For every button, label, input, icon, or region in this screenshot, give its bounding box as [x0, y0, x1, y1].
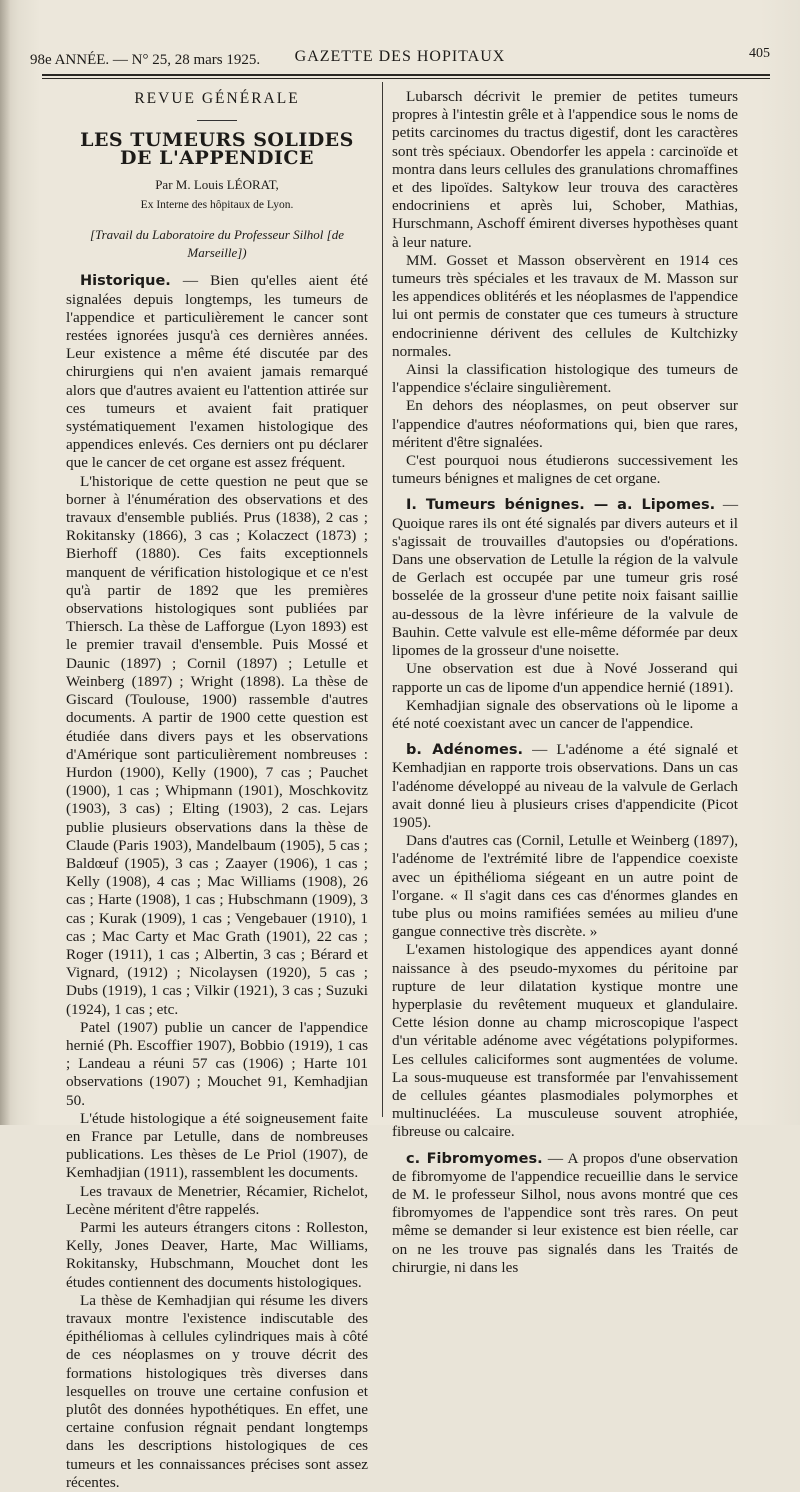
- page-binding-shadow: [0, 0, 10, 1125]
- column-divider: [382, 82, 383, 1117]
- subheading-historique: Historique.: [80, 273, 171, 290]
- article-author: Par M. Louis LÉORAT,: [155, 176, 279, 192]
- subheading-fibromyomes: c. Fibromyomes.: [406, 1150, 543, 1167]
- author-role: Ex Interne des hôpitaux de Lyon.: [140, 198, 294, 211]
- header-rule-thick: [42, 74, 770, 76]
- section-rule: [197, 120, 237, 121]
- paragraph: Parmi les auteurs étrangers citons : Rolleston, Kelly, Jones Deaver, Harte, Mac Williams, Rokitansky, Hubschmann, Mouchet dont les études contiennent des documents histologiques.: [66, 1218, 368, 1291]
- paragraph-historique: [66, 272, 368, 472]
- paragraph: Kemhadjian signale des observations où le lipome a été noté coexistant avec un cancer de l'appendice.: [392, 696, 738, 732]
- subheading-lipomes: I. Tumeurs bénignes. — a. Lipomes.: [406, 497, 716, 514]
- paragraph: Dans d'autres cas (Cornil, Letulle et Weinberg (1897), l'adénome de l'extrémité libre de l'appendice coexiste avec un épithélioma siégeant en un autre point de l'organe. « Il s'agit dans ces cas d'énormes glandes en tube plus ou moins ramifiées semées au milieu d'une gangue connective très discrète. »: [392, 832, 738, 941]
- section-heading: REVUE GÉNÉRALE: [134, 90, 300, 107]
- page-number: 405: [749, 46, 770, 61]
- header-rule-thin: [42, 78, 770, 79]
- paragraph: C'est pourquoi nous étudierons successivement les tumeurs bénignes et malignes de cet organe.: [392, 452, 738, 488]
- right-column: [392, 88, 738, 1277]
- paragraph: Patel (1907) publie un cancer de l'appendice hernié (Ph. Escoffier 1907), Bobbio (1919), 1 cas ; Landeau a réuni 57 cas (1906) ; Harte 101 observations (1907) ; Mouchet 91, Kemhadjian 50.: [66, 1018, 368, 1109]
- paragraph: La thèse de Kemhadjian qui résume les divers travaux montre l'existence indiscutable des épithéliomas à cellules cylindriques mais à côté de ces néoplasmes on y trouve décrit des formations histologiques très diverses dans lesquelles on trouve une certaine confusion et plutôt des données hypothétiques. En effet, une certaine confusion régnait pendant longtemps dans les descriptions histologiques de ces tumeurs et les connaissances précises sont assez récentes.: [66, 1291, 368, 1491]
- paragraph: Les travaux de Menetrier, Récamier, Richelot, Lecène méritent d'être rappelés.: [66, 1182, 368, 1218]
- paragraph: L'historique de cette question ne peut que se borner à l'énumération des observations et des travaux d'ensemble publiés. Prus (1838), 2 cas ; Rokitansky (1866), 3 cas ; Kolaczect (1873) ; Bierhoff (1880). Ces faits exceptionnels manquent de vérification histologique et ce n'est qu'à partir de 1892 que les premières observations histologiques sont publiées par Thiersch. La thèse de Lafforgue (Lyon 1893) est le premier travail d'ensemble. Puis Mossé et Daunic (1897) ; Cornil (1897) ; Letulle et Weinberg (1897) ; Wright (1898). La thèse de Giscard (Toulouse, 1900) rassemble d'autres documents. A partir de 1900 cette question est étudiée dans divers pays et les observations d'Amérique sont particulièrement nombreuses : Hurdon (1900), Kelly (1900), 7 cas ; Pauchet (1900), 1 cas ; Whipmann (1901), Moschkovitz (1903), 3 cas) ; Elting (1903), 2 cas. Lejars publie plusieurs observations dans la thèse de Claude (Paris 1903), Mandelbaum (1905), 5 cas ; Baldœuf (1905), 3 cas ; Zaayer (1906), 1 cas ; Kelly (1908), 4 cas ; Mac Williams (1908), 26 cas ; Harte (1908), 1 cas ; Hubschmann (1909), 3 cas ; Kurak (1909), 1 cas ; Vengebauer (1910), 1 cas ; Mac Carty et Mac Grath (1901), 22 cas ; Roger (1911), 1 cas ; Albertin, 3 cas ; Bérard et Vignard, (1912) ; Nicolaysen (1920), 5 cas ; Dubs (1919), 1 cas ; Vilkir (1921), 3 cas ; Suzuki (1924), 1 cas ; etc.: [66, 472, 368, 1018]
- paragraph: L'étude histologique a été soigneusement faite en France par Letulle, dans de nombreuses publications. Les thèses de Le Priol (1907), de Kemhadjian (1911), rassemblent les documents.: [66, 1109, 368, 1182]
- journal-name: GAZETTE DES HOPITAUX: [294, 48, 506, 65]
- running-header: [30, 46, 770, 70]
- subheading-adenomes: b. Adénomes.: [406, 742, 524, 759]
- paragraph-text: — Bien qu'elles aient été signalées depuis longtemps, les tumeurs de l'appendice et particulièrement le cancer sont restées ignorées jusqu'à ces dernières années. Leur existence a même été discutée par des chirurgiens qui n'en avaient jamais remarqué alors que d'autres avaient eu l'attention attirée sur ces tumeurs et avaient fait pratiquer systématiquement l'examen histologique des appendices enlevés. Ces derniers ont pu déclarer que le cancer de cet organe est assez fréquent.: [66, 272, 368, 472]
- paragraph-text: — A propos d'une observation de fibromyome de l'appendice recueillie dans le service de M. le professeur Silhol, nous avons montré que ces fibromyomes de l'appendice sont très rares. On peut même se demander si leur existence est bien réelle, car on ne les trouve pas signalés dans les Traités de chirurgie, ni dans les: [392, 1149, 739, 1276]
- paragraph-adenomes: [392, 741, 738, 832]
- lab-credit: [Travail du Laboratoire du Professeur Silhol [de Marseille]): [90, 227, 344, 261]
- paragraph-text: — L'adénome a été signalé et Kemhadjian en rapporte trois observations. Dans un cas l'adénome développé au niveau de la valvule de Gerlach avait donné lieu à plusieurs crises d'appendicite (Picot 1905).: [392, 741, 738, 831]
- paragraph: Une observation est due à Nové Josserand qui rapporte un cas de lipome d'un appendice hernié (1891).: [392, 660, 738, 696]
- paragraph-lipomes: [392, 496, 738, 660]
- left-column: [66, 88, 368, 1492]
- paragraph: MM. Gosset et Masson observèrent en 1914 ces tumeurs très spéciales et les travaux de M. Masson sur les appendices oblitérés et les néoplasmes de l'appendice lui ont permis de constater que ces tumeurs à structure endocrinienne dérivent des cellules de Kultchizky normales.: [392, 251, 738, 360]
- paragraph-text: — Quoique rares ils ont été signalés par divers auteurs et il s'agissait de trouvailles d'autopsies ou d'opérations. Dans une observation de Letulle la région de la valvule de Gerlach est occupée par une tumeur gris rosé bosselée de la grosseur d'une petite noix faisant saillie au-dessous de la lèvre inférieure de la valvule de Bauhin. Cette valvule est elle-même déformée par deux lipomes de la grosseur d'une noisette.: [392, 496, 739, 660]
- paragraph: En dehors des néoplasmes, on peut observer sur l'appendice d'autres néoformations qui, bien que rares, méritent d'être signalées.: [392, 397, 738, 451]
- issue-info: 98e ANNÉE. — N° 25, 28 mars 1925.: [30, 52, 261, 68]
- paragraph: L'examen histologique des appendices ayant donné naissance à des pseudo-myxomes du péritoine par rupture de leur dilatation kystique montre une hyperplasie du revêtement muqueux et glandulaire. Cette lésion donne au champ microscopique l'aspect d'un véritable adénome avec végétations polypiformes. Les cellules caliciformes sont augmentées de volume. La sous-muqueuse est transformée par l'envahissement de cellules géantes plasmodiales polymorphes et multinucléées. La musculeuse souvent atrophiée, fibreuse ou calcaire.: [392, 941, 738, 1141]
- paragraph: Ainsi la classification histologique des tumeurs de l'appendice s'éclaire singulièrement.: [392, 361, 738, 397]
- paragraph: Lubarsch décrivit le premier de petites tumeurs propres à l'intestin grêle et à l'appendice sous le noms de petits carcinomes du tractus digestif, dont les caractères sont très spéciaux. Obendorfer les appela : carcinoïde et montra dans leurs cellules des granulations chromaffines et des lipoïdes. Saltykow leur trouva des caractères endocriniens et après lui, Schober, Mathias, Hurschmann, Aschoff émirent diverses hypothèses quant à leur nature.: [392, 88, 738, 251]
- article-title: LES TUMEURS SOLIDES DE L'APPENDICE: [80, 129, 354, 170]
- paragraph-fibromyomes: [392, 1150, 738, 1277]
